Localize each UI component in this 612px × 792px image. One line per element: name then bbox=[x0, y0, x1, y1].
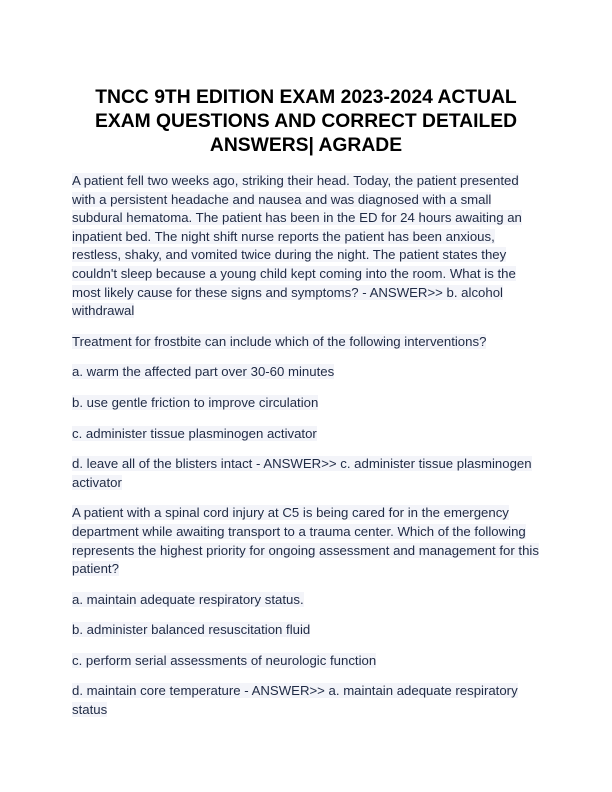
question-1-line: A patient fell two weeks ago, striking their head. Today, the patient presented with a persistent headache and nausea and was diagnosed with a small subdural hematoma. The patient has been in the ED for 24 hours awaiting an inpatient bed. The night shift nurse reports the patient has been anxious, restless, shaky, and vomited twice during the night. The patient states they couldn't sleep because a young child kept coming into the room. What is the most likely cause for these signs and symptoms? - ANSWER>> b. alcohol withdrawal bbox=[72, 173, 522, 319]
question-1-text bbox=[72, 172, 540, 321]
question-2-line: Treatment for frostbite can include which of the following interventions? bbox=[72, 333, 487, 349]
option-line: a. maintain adequate respiratory status. bbox=[72, 591, 304, 607]
option-line: c. administer tissue plasminogen activator bbox=[72, 425, 317, 441]
option-line: c. perform serial assessments of neurologic function bbox=[72, 652, 377, 668]
document-title: TNCC 9TH EDITION EXAM 2023-2024 ACTUAL EXAM QUESTIONS AND CORRECT DETAILED ANSWERS| AGRADE bbox=[94, 87, 518, 156]
question-2-option-a bbox=[72, 363, 540, 382]
question-2-text bbox=[72, 333, 540, 352]
option-line: d. leave all of the blisters intact - ANSWER>> c. administer tissue plasminogen activator bbox=[72, 456, 532, 490]
question-2-option-c bbox=[72, 425, 540, 444]
question-2-option-d bbox=[72, 455, 540, 492]
option-line: b. use gentle friction to improve circulation bbox=[72, 394, 319, 410]
question-2-option-b bbox=[72, 394, 540, 413]
question-3-option-a bbox=[72, 591, 540, 610]
option-line: a. warm the affected part over 30-60 minutes bbox=[72, 364, 335, 380]
question-3-text bbox=[72, 504, 540, 578]
option-line: b. administer balanced resuscitation fluid bbox=[72, 622, 311, 638]
question-3-option-d bbox=[72, 682, 540, 719]
option-line: d. maintain core temperature - ANSWER>> a. maintain adequate respiratory status bbox=[72, 683, 518, 718]
question-3-option-c bbox=[72, 652, 540, 671]
question-3-line: A patient with a spinal cord injury at C5 is being cared for in the emergency department while awaiting transport to a trauma center. Which of the following represents the highest priority for ongoing assessment and management for this patient? bbox=[72, 505, 539, 577]
question-3-option-b bbox=[72, 621, 540, 640]
